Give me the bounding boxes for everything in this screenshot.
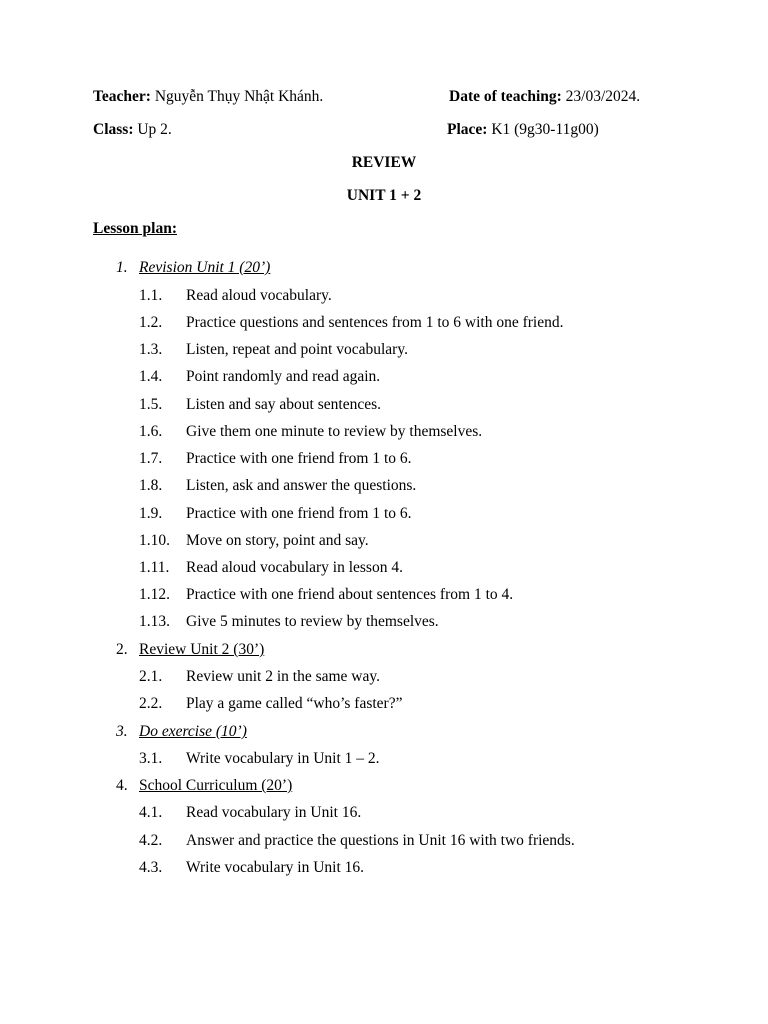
item-text: Practice with one friend about sentences from 1 to 4. [186,586,514,603]
item-text: Listen, ask and answer the questions. [186,477,417,494]
item-number: 1.12. [139,586,170,603]
item-number: 4.3. [139,859,163,876]
item-text: Practice questions and sentences from 1 to 6 with one friend. [186,314,564,331]
item-text: Listen, repeat and point vocabulary. [186,341,408,358]
item-text: Practice with one friend from 1 to 6. [186,450,412,467]
section-title: School Curriculum (20’) [139,777,293,794]
item-text: Read aloud vocabulary in lesson 4. [186,559,403,576]
item-text: Read vocabulary in Unit 16. [186,804,362,821]
section-number: 3. [116,723,128,740]
date-label: Date of teaching: [449,88,562,105]
section-title: Review Unit 2 (30’) [139,641,265,658]
place-value: K1 (9g30-11g00) [491,121,599,138]
teacher-label: Teacher: [93,88,151,105]
item-text: Read aloud vocabulary. [186,287,332,304]
class-line [93,121,172,139]
class-value: Up 2. [137,121,172,138]
section-number: 2. [116,641,128,658]
item-number: 4.2. [139,832,163,849]
item-text: Point randomly and read again. [186,368,381,385]
item-text: Play a game called “who’s faster?” [186,695,403,712]
place-label: Place: [447,121,488,138]
class-label: Class: [93,121,134,138]
item-number: 2.2. [139,695,163,712]
section-number: 4. [116,777,128,794]
item-text: Move on story, point and say. [186,532,369,549]
item-number: 1.10. [139,532,170,549]
item-text: Give them one minute to review by themselves. [186,423,483,440]
item-text: Review unit 2 in the same way. [186,668,380,685]
item-number: 1.2. [139,314,163,331]
item-number: 3.1. [139,750,163,767]
item-text: Give 5 minutes to review by themselves. [186,613,439,630]
place-line [447,121,599,139]
item-number: 1.4. [139,368,163,385]
item-text: Practice with one friend from 1 to 6. [186,505,412,522]
item-text: Write vocabulary in Unit 16. [186,859,365,876]
date-value: 23/03/2024. [565,88,641,105]
item-number: 1.8. [139,477,163,494]
item-number: 4.1. [139,804,163,821]
item-number: 1.5. [139,396,163,413]
lesson-plan-label: Lesson plan: [93,220,177,237]
section-title: Revision Unit 1 (20’) [139,259,271,276]
item-number: 1.7. [139,450,163,467]
teacher-value: Nguyễn Thụy Nhật Khánh. [154,88,324,105]
item-number: 1.9. [139,505,163,522]
document-subtitle: UNIT 1 + 2 [346,187,422,204]
section-title: Do exercise (10’) [139,723,247,740]
section-number: 1. [116,259,128,276]
item-number: 1.3. [139,341,163,358]
item-number: 2.1. [139,668,163,685]
item-text: Write vocabulary in Unit 1 – 2. [186,750,380,767]
item-number: 1.1. [139,287,163,304]
teacher-line [93,88,323,106]
item-number: 1.6. [139,423,163,440]
item-text: Listen and say about sentences. [186,396,381,413]
date-line [449,88,640,106]
document-title: REVIEW [351,154,417,171]
item-text: Answer and practice the questions in Unit 16 with two friends. [186,832,575,849]
item-number: 1.11. [139,559,170,576]
item-number: 1.13. [139,613,170,630]
